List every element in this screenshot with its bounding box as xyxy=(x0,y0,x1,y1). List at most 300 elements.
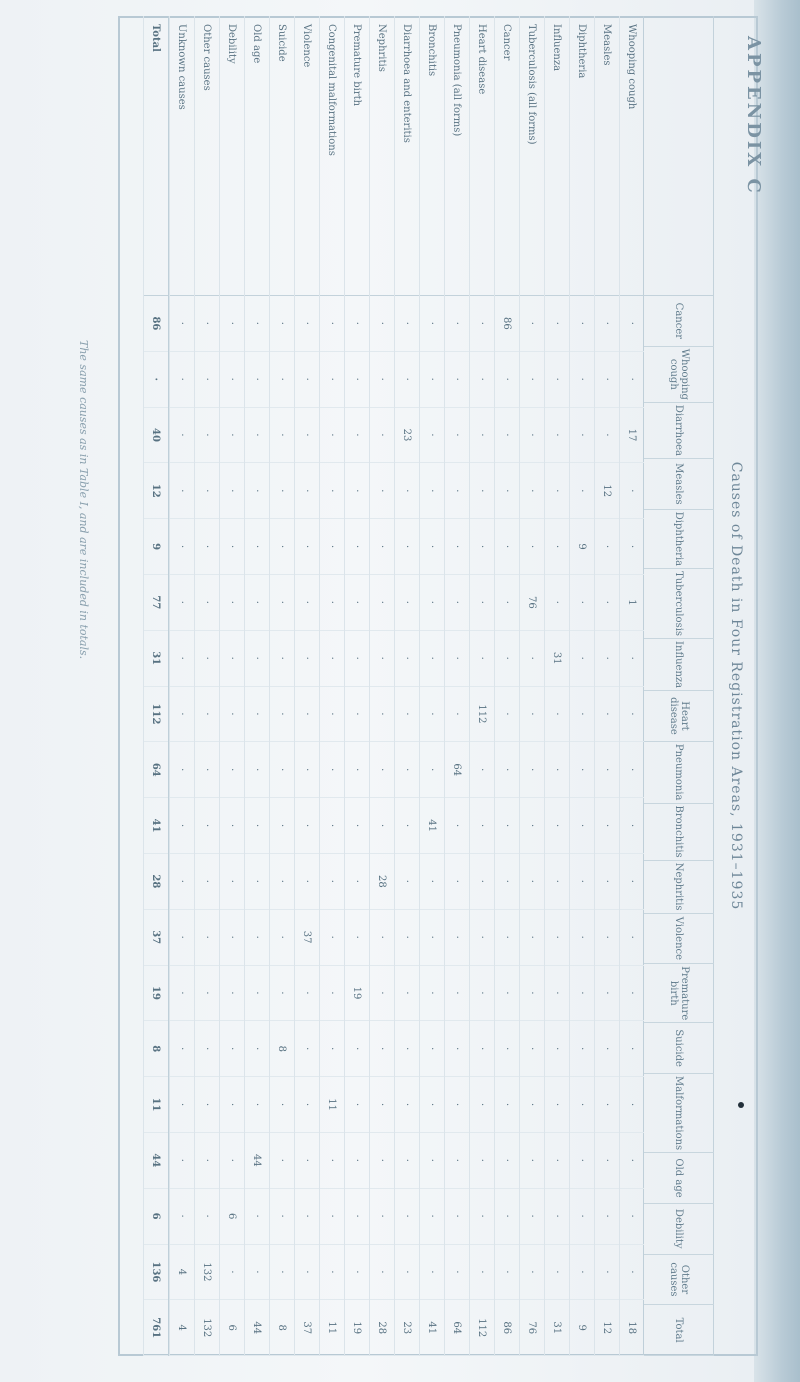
table-cell: · xyxy=(520,798,544,854)
table-cell: 64 xyxy=(445,1300,469,1356)
table-cell: · xyxy=(295,1133,319,1189)
table-cell: · xyxy=(295,408,319,464)
table-cell: · xyxy=(595,742,619,798)
table-cell: · xyxy=(595,1245,619,1301)
table-cell: · xyxy=(220,1021,244,1077)
row-label: Cancer xyxy=(495,16,519,296)
table-cell: · xyxy=(545,519,569,575)
table-cell: · xyxy=(320,1021,344,1077)
table-cell: · xyxy=(495,742,519,798)
table-cell: · xyxy=(620,463,644,519)
table-cell: · xyxy=(520,854,544,910)
table-cell: · xyxy=(595,631,619,687)
table-cell: 12 xyxy=(144,463,168,519)
table-cell: · xyxy=(170,687,194,743)
table-cell: · xyxy=(495,1245,519,1301)
table-cell: · xyxy=(470,1189,494,1245)
table-cell: 19 xyxy=(345,1300,369,1356)
table-cell: · xyxy=(370,1245,394,1301)
table-cell: · xyxy=(395,910,419,966)
row-label: Tuberculosis (all forms) xyxy=(520,16,544,296)
table-cell: · xyxy=(445,910,469,966)
table-cell: 23 xyxy=(395,1300,419,1356)
table-cell: · xyxy=(245,352,269,408)
table-cell: · xyxy=(495,966,519,1022)
table-cell: · xyxy=(470,408,494,464)
row-label: Unknown causes xyxy=(170,16,194,296)
table-cell: · xyxy=(620,687,644,743)
table-cell: · xyxy=(495,854,519,910)
table-cell: · xyxy=(195,910,219,966)
table-cell: · xyxy=(395,631,419,687)
table-cell: · xyxy=(520,296,544,352)
table-cell: · xyxy=(620,798,644,854)
table-cell: 11 xyxy=(320,1077,344,1133)
table-cell: 41 xyxy=(144,798,168,854)
table-cell: · xyxy=(345,296,369,352)
table-cell: · xyxy=(195,1189,219,1245)
table-cell: · xyxy=(195,296,219,352)
table-cell: · xyxy=(320,631,344,687)
table-cell: · xyxy=(570,687,594,743)
table-cell: · xyxy=(270,352,294,408)
table-cell: · xyxy=(220,408,244,464)
table-cell: · xyxy=(495,910,519,966)
table-cell: · xyxy=(470,910,494,966)
table-cell: 44 xyxy=(245,1133,269,1189)
table-row xyxy=(619,16,644,1356)
table-cell: · xyxy=(220,1245,244,1301)
table-cell: 19 xyxy=(144,966,168,1022)
table-cell: · xyxy=(545,575,569,631)
table-row xyxy=(344,16,369,1356)
table-cell: · xyxy=(220,1133,244,1189)
table-cell: · xyxy=(345,687,369,743)
table-cell: · xyxy=(370,742,394,798)
table-cell: · xyxy=(345,352,369,408)
table-cell: 28 xyxy=(370,1300,394,1356)
table-cell: · xyxy=(245,463,269,519)
row-label: Other causes xyxy=(195,16,219,296)
column-header: Old age xyxy=(644,1153,714,1204)
table-cell: · xyxy=(320,1245,344,1301)
table-cell: · xyxy=(470,463,494,519)
table-cell: · xyxy=(195,742,219,798)
table-cell: · xyxy=(595,352,619,408)
table-cell: 132 xyxy=(195,1245,219,1301)
table-row xyxy=(269,16,294,1356)
table-cell: · xyxy=(445,1077,469,1133)
table-cell: · xyxy=(470,1133,494,1189)
table-cell: · xyxy=(220,519,244,575)
table-cell: · xyxy=(445,798,469,854)
table-row xyxy=(569,16,594,1356)
table-cell: · xyxy=(595,910,619,966)
table-cell: · xyxy=(295,631,319,687)
table-cell: · xyxy=(445,352,469,408)
table-cell: · xyxy=(270,742,294,798)
table-body xyxy=(118,16,644,1356)
table-cell: 19 xyxy=(345,966,369,1022)
table-cell: · xyxy=(220,1077,244,1133)
table-cell: · xyxy=(595,575,619,631)
table-cell: · xyxy=(545,296,569,352)
table-cell: 37 xyxy=(144,910,168,966)
table-cell: · xyxy=(195,408,219,464)
table-cell: · xyxy=(570,1245,594,1301)
table-cell: · xyxy=(570,575,594,631)
table-cell: · xyxy=(495,687,519,743)
table-cell: · xyxy=(195,1021,219,1077)
table-cell: · xyxy=(170,910,194,966)
table-cell: · xyxy=(545,408,569,464)
table-cell: · xyxy=(445,575,469,631)
table-cell: · xyxy=(520,1021,544,1077)
table-cell: · xyxy=(245,519,269,575)
row-label: Measles xyxy=(595,16,619,296)
table-cell: · xyxy=(520,463,544,519)
table-row xyxy=(394,16,419,1356)
table-cell: 86 xyxy=(495,1300,519,1356)
table-cell: · xyxy=(170,1133,194,1189)
table-cell: 12 xyxy=(595,1300,619,1356)
table-cell: · xyxy=(320,742,344,798)
table-cell: · xyxy=(495,408,519,464)
rotated-table xyxy=(118,16,764,1356)
table-cell: · xyxy=(570,631,594,687)
page-edge-shadow xyxy=(754,0,800,1382)
table-cell: · xyxy=(245,910,269,966)
table-cell: · xyxy=(370,1021,394,1077)
table-cell: · xyxy=(470,631,494,687)
table-cell: · xyxy=(370,910,394,966)
table-cell: · xyxy=(220,352,244,408)
column-header: Suicide xyxy=(644,1023,714,1074)
table-cell: · xyxy=(545,1077,569,1133)
table-cell: · xyxy=(495,519,519,575)
table-cell: · xyxy=(220,463,244,519)
table-cell: · xyxy=(570,463,594,519)
table-cell: · xyxy=(195,1133,219,1189)
table-cell: · xyxy=(370,966,394,1022)
column-header: Pneumonia xyxy=(644,742,714,804)
table-cell: · xyxy=(320,519,344,575)
column-header: Premature birth xyxy=(644,964,714,1023)
table-cell: · xyxy=(270,575,294,631)
table-cell: · xyxy=(320,687,344,743)
table-cell: · xyxy=(545,352,569,408)
table-cell: · xyxy=(520,408,544,464)
table-cell: · xyxy=(295,575,319,631)
table-cell: · xyxy=(620,1021,644,1077)
table-cell: · xyxy=(220,798,244,854)
table-cell: · xyxy=(620,519,644,575)
table-cell: · xyxy=(395,687,419,743)
table-cell: · xyxy=(345,1077,369,1133)
column-header: Other causes xyxy=(644,1255,714,1306)
table-cell: · xyxy=(320,854,344,910)
table-cell: · xyxy=(495,575,519,631)
table-cell: · xyxy=(345,575,369,631)
table-cell: · xyxy=(370,798,394,854)
table-cell: 4 xyxy=(170,1245,194,1301)
table-cell: · xyxy=(470,1077,494,1133)
row-label: Congenital malformations xyxy=(320,16,344,296)
table-cell: · xyxy=(295,1189,319,1245)
table-cell: · xyxy=(545,966,569,1022)
table-cell: · xyxy=(620,352,644,408)
table-cell: · xyxy=(170,463,194,519)
table-cell: 6 xyxy=(220,1300,244,1356)
table-cell: · xyxy=(195,631,219,687)
table-cell: · xyxy=(195,1077,219,1133)
table-cell: · xyxy=(270,1189,294,1245)
table-cell: · xyxy=(320,575,344,631)
table-cell: · xyxy=(395,352,419,408)
table-cell: · xyxy=(595,1189,619,1245)
table-cell: · xyxy=(170,1189,194,1245)
column-header: Heart disease xyxy=(644,691,714,742)
table-cell: · xyxy=(570,352,594,408)
table-cell: · xyxy=(570,1189,594,1245)
table-cell: 6 xyxy=(144,1189,168,1245)
table-cell: · xyxy=(470,854,494,910)
table-row xyxy=(194,16,219,1356)
table-cell: · xyxy=(420,910,444,966)
table-cell: 9 xyxy=(144,519,168,575)
table-cell: · xyxy=(570,798,594,854)
table-cell: · xyxy=(220,742,244,798)
table-cell: · xyxy=(370,1077,394,1133)
table-cell: · xyxy=(620,1133,644,1189)
table-cell: · xyxy=(170,854,194,910)
table-cell: · xyxy=(270,463,294,519)
table-cell: · xyxy=(170,742,194,798)
table-cell: · xyxy=(495,1189,519,1245)
table-cell: · xyxy=(245,1021,269,1077)
row-label: Violence xyxy=(295,16,319,296)
table-cell: · xyxy=(345,1189,369,1245)
table-cell: · xyxy=(570,1133,594,1189)
table-cell: · xyxy=(395,463,419,519)
table-cell: · xyxy=(270,1133,294,1189)
table-cell: · xyxy=(420,352,444,408)
table-cell: · xyxy=(370,463,394,519)
table-cell: 132 xyxy=(195,1300,219,1356)
table-cell: 40 xyxy=(144,408,168,464)
column-header: Tuberculosis xyxy=(644,569,714,639)
table-row xyxy=(519,16,544,1356)
ink-dot xyxy=(738,1102,744,1108)
table-cell: 28 xyxy=(370,854,394,910)
table-cell: · xyxy=(470,1245,494,1301)
table-cell: 17 xyxy=(620,408,644,464)
table-cell: · xyxy=(345,1245,369,1301)
table-cell: · xyxy=(470,742,494,798)
table-cell: · xyxy=(445,1245,469,1301)
table-cell: · xyxy=(470,296,494,352)
column-header: Diphtheria xyxy=(644,510,714,569)
table-cell: · xyxy=(245,631,269,687)
table-cell: · xyxy=(170,352,194,408)
table-cell: 76 xyxy=(520,575,544,631)
table-cell: 8 xyxy=(144,1021,168,1077)
column-header: Violence xyxy=(644,914,714,965)
table-cell: · xyxy=(195,854,219,910)
table-cell: · xyxy=(295,519,319,575)
table-cell: · xyxy=(395,798,419,854)
table-cell: · xyxy=(320,910,344,966)
table-cell: · xyxy=(270,519,294,575)
column-header: Nephritis xyxy=(644,861,714,914)
table-cell: · xyxy=(495,631,519,687)
table-cell: · xyxy=(520,687,544,743)
table-cell: · xyxy=(270,1245,294,1301)
table-cell: · xyxy=(270,966,294,1022)
table-cell: 28 xyxy=(144,854,168,910)
table-cell: 8 xyxy=(270,1300,294,1356)
table-cell: · xyxy=(570,742,594,798)
table-cell: · xyxy=(595,687,619,743)
table-row xyxy=(244,16,269,1356)
table-cell: · xyxy=(370,687,394,743)
table-cell: 64 xyxy=(445,742,469,798)
column-header-row xyxy=(643,16,714,1356)
table-row xyxy=(544,16,569,1356)
table-cell: · xyxy=(245,687,269,743)
table-cell: 31 xyxy=(545,1300,569,1356)
table-cell: · xyxy=(395,742,419,798)
row-label: Nephritis xyxy=(370,16,394,296)
column-header: Diarrhoea xyxy=(644,403,714,459)
table-cell: · xyxy=(370,519,394,575)
table-cell: · xyxy=(170,408,194,464)
table-cell: · xyxy=(345,910,369,966)
table-cell: · xyxy=(445,408,469,464)
table-cell: 9 xyxy=(570,519,594,575)
column-header: Whooping cough xyxy=(644,347,714,403)
table-cell: · xyxy=(245,296,269,352)
table-cell: · xyxy=(620,910,644,966)
table-cell: · xyxy=(470,1021,494,1077)
footnote-text: The same causes as in Table I, and are included in totals. xyxy=(77,340,90,660)
column-header: Bronchitis xyxy=(644,804,714,861)
table-cell: · xyxy=(345,631,369,687)
table-cell: · xyxy=(595,296,619,352)
table-cell: · xyxy=(395,966,419,1022)
table-cell: · xyxy=(370,408,394,464)
table-cell: · xyxy=(520,910,544,966)
row-label: Bronchitis xyxy=(420,16,444,296)
table-cell: · xyxy=(545,1245,569,1301)
table-cell: 12 xyxy=(595,463,619,519)
table-cell: · xyxy=(420,1245,444,1301)
table-cell: 37 xyxy=(295,910,319,966)
row-label: Whooping cough xyxy=(620,16,644,296)
table-cell: · xyxy=(220,910,244,966)
table-cell: · xyxy=(295,296,319,352)
table-cell: · xyxy=(144,352,168,408)
table-cell: · xyxy=(370,631,394,687)
table-cell: 86 xyxy=(144,296,168,352)
table-cell: · xyxy=(295,1077,319,1133)
table-cell: · xyxy=(295,687,319,743)
table-cell: · xyxy=(320,798,344,854)
table-cell: · xyxy=(395,296,419,352)
table-cell: · xyxy=(595,1021,619,1077)
table-cell: · xyxy=(295,352,319,408)
table-cell: · xyxy=(545,1133,569,1189)
table-cell: · xyxy=(495,1077,519,1133)
table-cell: · xyxy=(245,798,269,854)
column-header: Measles xyxy=(644,459,714,510)
table-cell: · xyxy=(595,408,619,464)
table-cell: · xyxy=(345,1133,369,1189)
table-cell: · xyxy=(520,519,544,575)
table-cell: 112 xyxy=(470,1300,494,1356)
table-cell: 18 xyxy=(620,1300,644,1356)
table-cell: · xyxy=(570,854,594,910)
table-cell: · xyxy=(270,631,294,687)
table-cell: · xyxy=(470,966,494,1022)
table-cell: · xyxy=(170,519,194,575)
table-cell: 9 xyxy=(570,1300,594,1356)
table-cell: · xyxy=(195,798,219,854)
table-cell: · xyxy=(295,742,319,798)
table-cell: · xyxy=(420,463,444,519)
table-cell: · xyxy=(170,296,194,352)
table-cell: · xyxy=(345,798,369,854)
table-cell: 761 xyxy=(144,1300,168,1356)
table-row xyxy=(294,16,319,1356)
table-cell: · xyxy=(420,575,444,631)
table-cell: · xyxy=(270,910,294,966)
table-cell: 11 xyxy=(144,1077,168,1133)
table-cell: · xyxy=(295,966,319,1022)
table-cell: · xyxy=(320,463,344,519)
table-cell: · xyxy=(495,463,519,519)
table-cell: · xyxy=(495,352,519,408)
table-cell: · xyxy=(570,966,594,1022)
table-cell: 86 xyxy=(495,296,519,352)
table-cell: · xyxy=(495,798,519,854)
table-cell: · xyxy=(195,519,219,575)
table-cell: · xyxy=(420,687,444,743)
table-cell: · xyxy=(545,742,569,798)
table-cell: · xyxy=(495,1021,519,1077)
table-row xyxy=(594,16,619,1356)
table-cell: 64 xyxy=(144,742,168,798)
table-row xyxy=(319,16,344,1356)
table-cell: · xyxy=(545,798,569,854)
table-cell: · xyxy=(220,575,244,631)
table-row xyxy=(444,16,469,1356)
row-label: Heart disease xyxy=(470,16,494,296)
table-cell: · xyxy=(445,631,469,687)
table-cell: · xyxy=(420,519,444,575)
table-cell: · xyxy=(395,1189,419,1245)
table-cell: · xyxy=(520,966,544,1022)
table-cell: · xyxy=(220,296,244,352)
table-cell: · xyxy=(295,463,319,519)
table-cell: 76 xyxy=(520,1300,544,1356)
table-row xyxy=(169,16,194,1356)
table-cell: · xyxy=(620,1189,644,1245)
table-cell: · xyxy=(595,1077,619,1133)
table-cell: 44 xyxy=(245,1300,269,1356)
table-cell: · xyxy=(395,1133,419,1189)
table-cell: 77 xyxy=(144,575,168,631)
